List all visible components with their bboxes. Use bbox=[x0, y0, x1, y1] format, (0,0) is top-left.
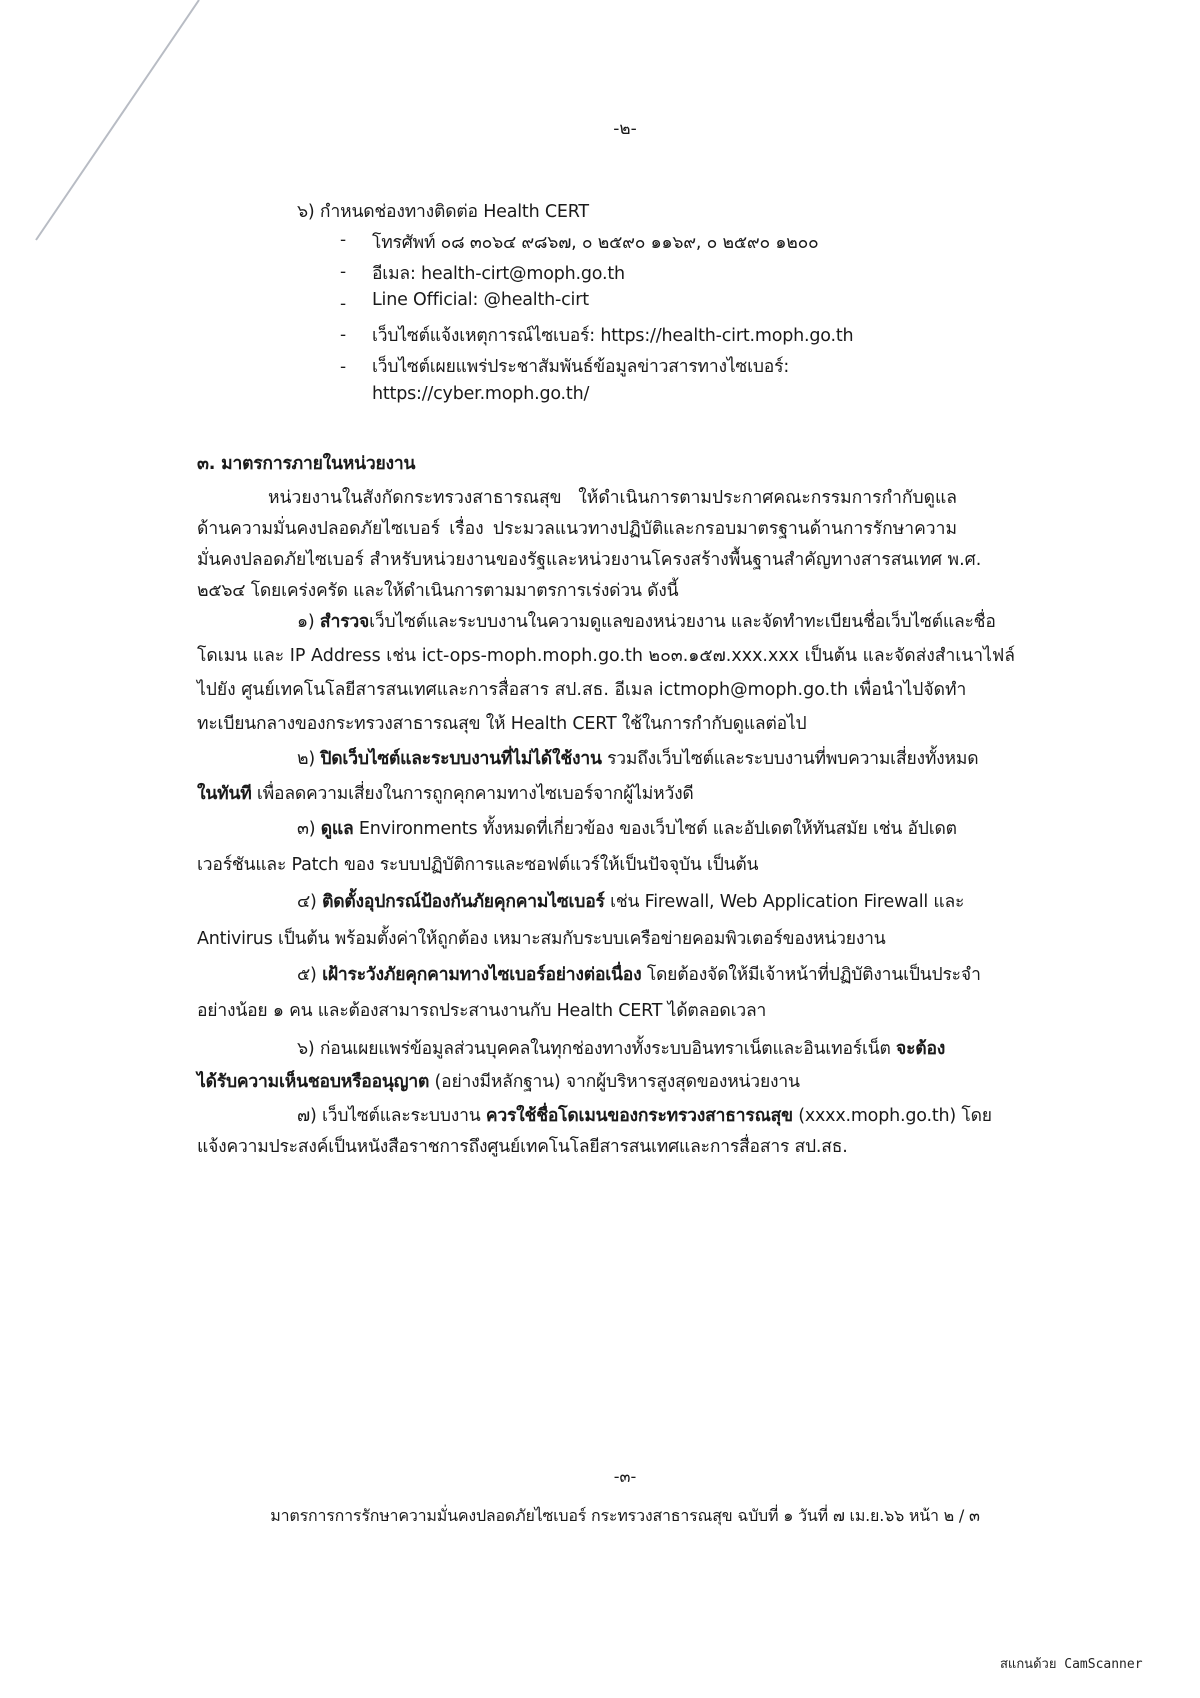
footer-document-info: มาตรการการรักษาความมั่นคงปลอดภัยไซเบอร์ กระทรวงสาธารณสุข ฉบับที่ ๑ วันที่ ๗ เม.ย.๖๖ หน้า ๒ / ๓ bbox=[270, 1506, 980, 1525]
measure-1-first-line: ๑) สำรวจเว็บไซต์และระบบงานในความดูแลของหน่วยงาน และจัดทำทะเบียนชื่อเว็บไซต์และชื่อ bbox=[297, 612, 996, 632]
bullet-dash: - bbox=[340, 262, 347, 282]
contact-pr-website-url: https://cyber.moph.go.th/ bbox=[372, 384, 590, 404]
bullet-dash: - bbox=[340, 230, 347, 250]
measure-3-first-line: ๓) ดูแล Environments ทั้งหมดที่เกี่ยวข้อง ของเว็บไซต์ และอัปเดตให้ทันสมัย เช่น อัปเดต bbox=[297, 819, 957, 839]
measure-6-first-line: ๖) ก่อนเผยแพร่ข้อมูลส่วนบุคคลในทุกช่องทางทั้งระบบอินทราเน็ตและอินเทอร์เน็ต จะต้อง bbox=[297, 1039, 946, 1059]
section3-intro-line: ๒๕๖๔ โดยเคร่งครัด และให้ดำเนินการตามมาตรการเร่งด่วน ดังนี้ bbox=[197, 581, 679, 601]
measure-6-line: ได้รับความเห็นชอบหรืออนุญาต (อย่างมีหลักฐาน) จากผู้บริหารสูงสุดของหน่วยงาน bbox=[197, 1072, 800, 1092]
measure-7-line: แจ้งความประสงค์เป็นหนังสือราชการถึงศูนย์เทคโนโลยีสารสนเทศและการสื่อสาร สป.สธ. bbox=[197, 1137, 848, 1157]
measure-1-line: ทะเบียนกลางของกระทรวงสาธารณสุข ให้ Health CERT ใช้ในการกำกับดูแลต่อไป bbox=[197, 714, 807, 734]
measure-1-line: โดเมน และ IP Address เช่น ict-ops-moph.moph.go.th ๒๐๓.๑๕๗.xxx.xxx เป็นต้น และจัดส่งสำเนาไฟล์ bbox=[197, 646, 1016, 666]
measure-2-line: ในทันที เพื่อลดความเสี่ยงในการถูกคุกคามทางไซเบอร์จากผู้ไม่หวังดี bbox=[197, 784, 694, 804]
measure-2-first-line: ๒) ปิดเว็บไซต์และระบบงานที่ไม่ได้ใช้งาน รวมถึงเว็บไซต์และระบบงานที่พบความเสี่ยงทั้งหมด bbox=[297, 749, 979, 769]
contact-pr-website: เว็บไซต์เผยแพร่ประชาสัมพันธ์ข้อมูลข่าวสารทางไซเบอร์: bbox=[372, 357, 790, 377]
bullet-dash: - bbox=[340, 325, 347, 345]
section3-heading: ๓. มาตรการภายในหน่วยงาน bbox=[197, 454, 416, 474]
camscanner-watermark: สแกนด้วย CamScanner bbox=[1000, 1657, 1143, 1672]
measure-1-line: ไปยัง ศูนย์เทคโนโลยีสารสนเทศและการสื่อสาร สป.สธ. อีเมล ictmoph@moph.go.th เพื่อนำไปจัดทำ bbox=[197, 680, 967, 700]
measure-7-first-line: ๗) เว็บไซต์และระบบงาน ควรใช้ชื่อโดเมนของกระทรวงสาธารณสุข (xxxx.moph.go.th) โดย bbox=[297, 1106, 992, 1126]
section3-intro-line: ด้านความมั่นคงปลอดภัยไซเบอร์ เรื่อง ประมวลแนวทางปฏิบัติและกรอบมาตรฐานด้านการรักษาความ bbox=[197, 519, 957, 539]
bullet-dash: - bbox=[340, 294, 347, 314]
contact-phone: โทรศัพท์ ๐๘ ๓๐๖๔ ๙๘๖๗, ๐ ๒๕๙๐ ๑๑๖๙, ๐ ๒๕๙๐ ๑๒๐๐ bbox=[372, 233, 819, 253]
contact-section-title: ๖) กำหนดช่องทางติดต่อ Health CERT bbox=[297, 202, 589, 222]
contact-email: อีเมล: health-cirt@moph.go.th bbox=[372, 264, 625, 284]
measure-4-line: Antivirus เป็นต้น พร้อมตั้งค่าให้ถูกต้อง เหมาะสมกับระบบเครือข่ายคอมพิวเตอร์ของหน่วยงาน bbox=[197, 929, 886, 949]
measure-3-line: เวอร์ชันและ Patch ของ ระบบปฏิบัติการและซอฟต์แวร์ให้เป็นปัจจุบัน เป็นต้น bbox=[197, 855, 759, 875]
contact-incident-website: เว็บไซต์แจ้งเหตุการณ์ไซเบอร์: https://health-cirt.moph.go.th bbox=[372, 326, 854, 346]
contact-line-official: Line Official: @health-cirt bbox=[372, 290, 589, 310]
measure-5-line: อย่างน้อย ๑ คน และต้องสามารถประสานงานกับ Health CERT ได้ตลอดเวลา bbox=[197, 1001, 767, 1021]
page-number: -๒- bbox=[613, 119, 637, 139]
bullet-dash: - bbox=[340, 357, 347, 377]
section3-intro-line: มั่นคงปลอดภัยไซเบอร์ สำหรับหน่วยงานของรัฐและหน่วยงานโครงสร้างพื้นฐานสำคัญทางสารสนเทศ พ.ศ. bbox=[197, 550, 982, 570]
footer-page-number: -๓- bbox=[613, 1467, 637, 1486]
measure-4-first-line: ๔) ติดตั้งอุปกรณ์ป้องกันภัยคุกคามไซเบอร์ เช่น Firewall, Web Application Firewall และ bbox=[297, 892, 965, 912]
section3-intro-line: หน่วยงานในสังกัดกระทรวงสาธารณสุข ให้ดำเนินการตามประกาศคณะกรรมการกำกับดูแล bbox=[268, 488, 957, 508]
measure-5-first-line: ๕) เฝ้าระวังภัยคุกคามทางไซเบอร์อย่างต่อเนื่อง โดยต้องจัดให้มีเจ้าหน้าที่ปฏิบัติงานเป็นประจำ bbox=[297, 965, 981, 985]
